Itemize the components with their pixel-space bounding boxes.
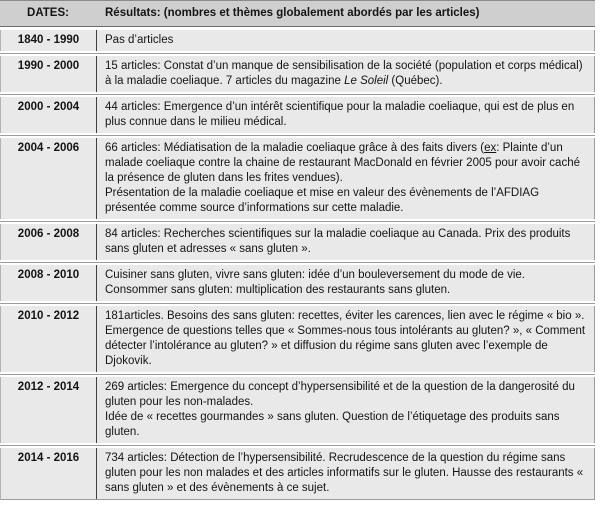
date-cell: 2000 - 2004: [1, 97, 97, 133]
table-header-row: [0, 0, 595, 27]
table-row: [0, 224, 595, 260]
table-row: [0, 97, 595, 133]
result-paragraph: [105, 451, 589, 496]
result-paragraph: [105, 283, 589, 298]
table-row: [0, 265, 595, 301]
result-text-segment: 269 articles: Emergence du concept d’hypersensibilité et de la question de la dangerosité du gluten pour les non-malades.: [105, 381, 575, 408]
results-cell: [97, 56, 594, 92]
result-paragraph: [105, 33, 589, 48]
result-text-segment: Idée de « recettes gourmandes » sans gluten. Question de l’étiquetage des produits sans gluten.: [105, 411, 560, 438]
results-cell: [97, 138, 594, 219]
result-text-segment: 734 articles: Détection de l’hypersensibilité. Recrudescence de la question du régime sans gluten pour les non malades et des articles informatifs sur le gluten. Hausse des restaurants « sans gluten » et des évènements à ce sujet.: [105, 452, 584, 494]
table-row: [0, 30, 595, 51]
result-text-segment: Emergence de questions telles que « Sommes-nous tous intolérants au gluten? », « Comment détecter l’intolérance au gluten? » et diffusion du régime sans gluten avec l’exemple de Djokovik.: [105, 325, 586, 367]
result-text-segment: 44 articles: Emergence d’un intérêt scientifique pour la maladie coeliaque, qui est de plus en plus connue dans le milieu médical.: [105, 101, 575, 128]
date-cell: 1840 - 1990: [1, 30, 97, 51]
table-row: [0, 377, 595, 443]
result-text-segment: (Québec).: [388, 75, 443, 87]
result-text-segment: Présentation de la maladie coeliaque et mise en valeur des évènements de l’AFDIAG présentée comme source d’informations sur cette maladie.: [105, 187, 540, 214]
result-text-segment: 15 articles: Constat d’un manque de sensibilisation de la société (population et corps médical) à la maladie coeliaque. 7 articles du magazine: [105, 60, 583, 87]
date-cell: 2014 - 2016: [1, 448, 97, 499]
table-row: [0, 448, 595, 500]
result-paragraph: [105, 380, 589, 410]
results-cell: [97, 97, 594, 133]
result-text-segment: 181articles. Besoins des sans gluten: recettes, éviter les carences, lien avec le régime « bio ».: [105, 310, 585, 322]
result-paragraph: [105, 324, 589, 369]
table-row: [0, 56, 595, 92]
table-row: [0, 306, 595, 372]
date-cell: 2006 - 2008: [1, 224, 97, 260]
date-cell: 2010 - 2012: [1, 306, 97, 372]
results-cell: [97, 306, 594, 372]
date-cell: 2008 - 2010: [1, 265, 97, 301]
result-paragraph: [105, 309, 589, 324]
result-text-segment: : Plainte d’un malade coeliaque contre la chaine de restaurant MacDonald en février 2005 pour avoir caché la présence de gluten dans les frites vendues).: [105, 142, 580, 184]
results-cell: [97, 224, 594, 260]
header-results-label: Résultats: (nombres et thèmes globalement abordés par les articles): [105, 7, 480, 19]
result-paragraph: [105, 268, 589, 283]
result-paragraph: [105, 100, 589, 130]
result-text-segment-underline: ex: [484, 142, 497, 154]
table-row: [0, 138, 595, 219]
result-text-segment: Cuisiner sans gluten, vivre sans gluten: idée d’un bouleversement du mode de vie.: [105, 269, 525, 281]
result-paragraph: [105, 227, 589, 257]
result-text-segment: 66 articles: Médiatisation de la maladie coeliaque grâce à des faits divers (: [105, 142, 485, 154]
result-paragraph: [105, 186, 589, 216]
result-paragraph: [105, 141, 589, 186]
results-cell: [97, 448, 594, 499]
date-cell: 2004 - 2006: [1, 138, 97, 219]
date-cell: 1990 - 2000: [1, 56, 97, 92]
header-dates-label: DATES:: [27, 7, 69, 19]
results-cell: [97, 265, 594, 301]
result-text-segment: Pas d’articles: [105, 34, 174, 46]
results-cell: [97, 30, 594, 51]
result-text-segment-italic: Le Soleil: [344, 75, 389, 87]
results-cell: [97, 377, 594, 443]
result-text-segment: 84 articles: Recherches scientifiques sur la maladie coeliaque au Canada. Prix des produits sans gluten et adresses « sans gluten ».: [105, 228, 571, 255]
result-paragraph: [105, 410, 589, 440]
date-cell: 2012 - 2014: [1, 377, 97, 443]
result-text-segment: Consommer sans gluten: multiplication des restaurants sans gluten.: [105, 284, 451, 296]
result-paragraph: [105, 59, 589, 89]
